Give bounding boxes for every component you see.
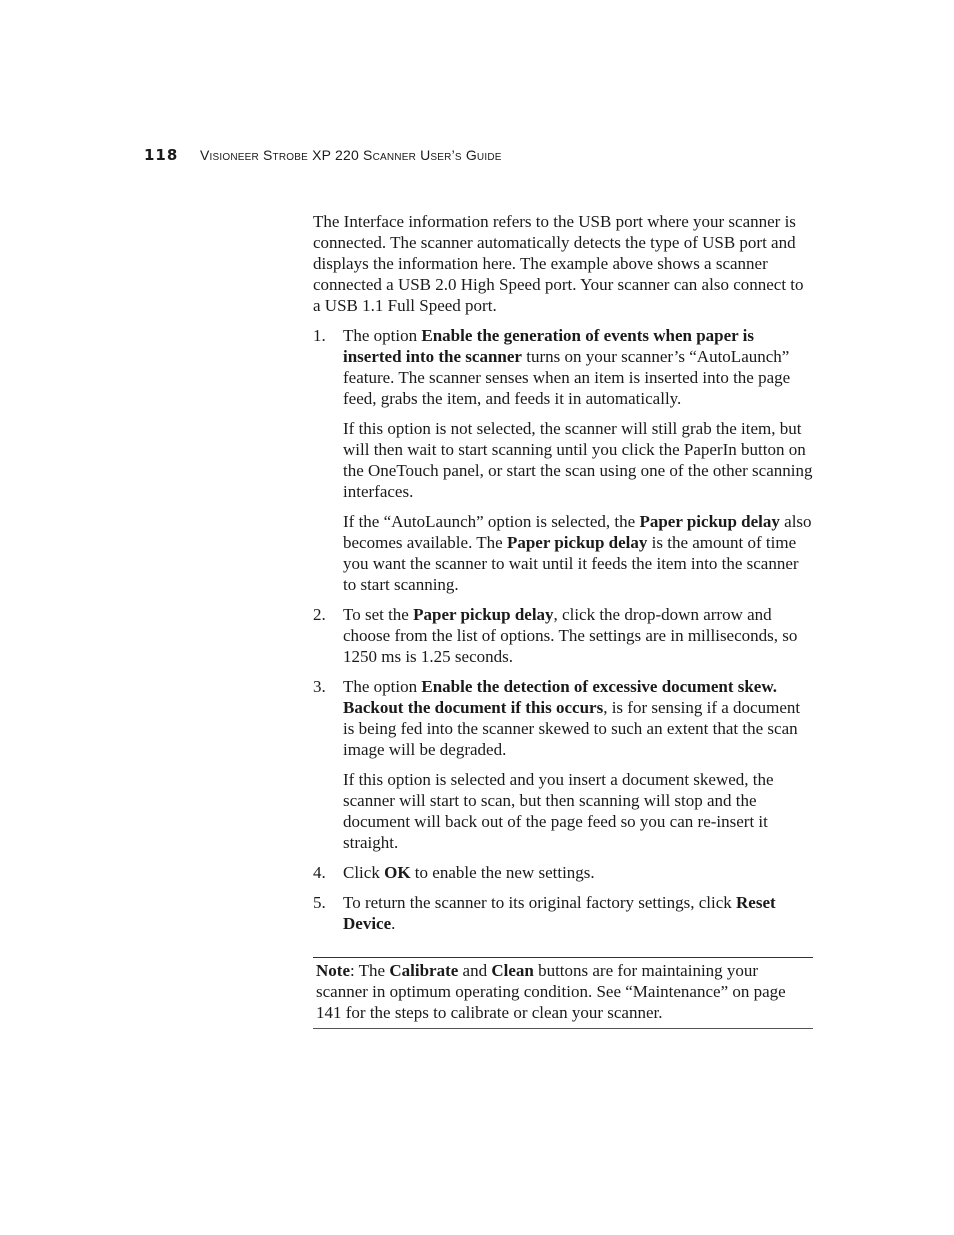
- step-text: , is for sensing if a document is being fed into the scanner skewed to such an extent that the scan image will be degraded.: [343, 698, 801, 759]
- step-text: , click the drop-down arrow and choose from the list of options. The settings are in milliseconds, so 1250 ms is 1.25 seconds.: [343, 605, 798, 666]
- step-paragraph: [343, 511, 813, 595]
- step-text: The option: [343, 326, 422, 345]
- button-name: OK: [384, 863, 411, 882]
- step-text: Click: [343, 863, 385, 882]
- note-text-part: and: [458, 961, 492, 980]
- option-name: Paper pickup delay: [413, 605, 554, 624]
- note-text-part: buttons are for maintaining your scanner in optimum operating condition. See “Maintenance” on page 141 for the steps to calibrate or clean your scanner.: [316, 961, 786, 1022]
- step-paragraph: [343, 676, 813, 760]
- step-paragraph: [343, 325, 813, 409]
- step-text: turns on your scanner’s “AutoLaunch” feature. The scanner senses when an item is inserted into the page feed, grabs the item, and feeds it in automatically.: [343, 347, 791, 408]
- steps-list: [313, 325, 813, 934]
- step-paragraph: [343, 892, 813, 934]
- note-label: Note: [316, 961, 350, 980]
- step-number: 5.: [313, 893, 326, 912]
- page-number: 118: [144, 146, 179, 164]
- step-text: The option: [343, 677, 422, 696]
- option-name: Paper pickup delay: [506, 533, 648, 552]
- note-text-part: : The: [349, 961, 390, 980]
- button-name: Reset Device: [343, 893, 776, 933]
- running-title: Visioneer Strobe XP 220 Scanner User’s Guide: [200, 147, 502, 163]
- step-text: To set the: [343, 605, 414, 624]
- step-text: .: [391, 914, 396, 933]
- main-content: [313, 211, 813, 943]
- list-item: [313, 325, 813, 595]
- running-header: [144, 146, 502, 165]
- step-paragraph: If this option is not selected, the scanner will still grab the item, but will then wait to start scanning until you click the PaperIn button on the OneTouch panel, or start the scan using one of the other scanning interfaces.: [343, 419, 813, 501]
- step-number: 3.: [313, 677, 326, 696]
- note-text: [316, 960, 786, 1023]
- button-name: Calibrate: [389, 961, 459, 980]
- step-text: to enable the new settings.: [410, 863, 595, 882]
- option-name: Enable the generation of events when paper is inserted into the scanner: [343, 326, 754, 366]
- option-name: Paper pickup delay: [639, 512, 780, 531]
- intro-paragraph: The Interface information refers to the USB port where your scanner is connected. The scanner automatically detects the type of USB port and displays the information here. The example above shows a scanner connected a USB 2.0 High Speed port. Your scanner can also connect to a USB 1.1 Full Speed port.: [313, 212, 804, 315]
- step-text: If the “AutoLaunch” option is selected, the: [343, 512, 640, 531]
- step-text: is the amount of time you want the scanner to wait until it feeds the item into the scanner to start scanning.: [343, 533, 799, 594]
- step-text: also becomes available. The: [343, 512, 812, 552]
- step-paragraph: [343, 604, 813, 667]
- option-name: Enable the detection of excessive document skew. Backout the document if this occurs: [343, 677, 777, 717]
- step-number: 4.: [313, 863, 326, 882]
- step-text: To return the scanner to its original factory settings, click: [343, 893, 737, 912]
- button-name: Clean: [491, 961, 534, 980]
- step-paragraph: If this option is selected and you insert a document skewed, the scanner will start to scan, but then scanning will stop and the document will back out of the page feed so you can re-insert it straight.: [343, 770, 774, 852]
- list-item: [313, 604, 813, 667]
- step-paragraph: [343, 862, 813, 883]
- list-item: [313, 862, 813, 883]
- list-item: [313, 892, 813, 934]
- step-number: 2.: [313, 605, 326, 624]
- list-item: [313, 676, 813, 853]
- note-box: [313, 957, 813, 1029]
- step-number: 1.: [313, 326, 326, 345]
